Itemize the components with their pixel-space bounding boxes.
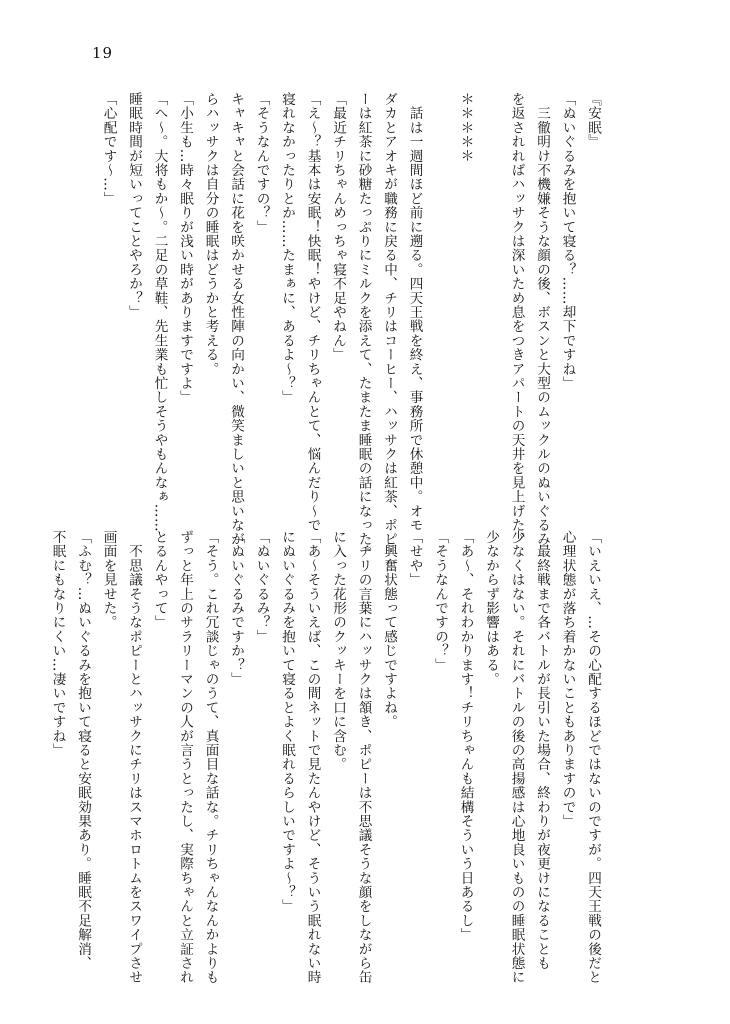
top-column-line: 寝れなかったりとか……たまぁに、あるよ〜？」 [279, 92, 295, 405]
top-column-line: ダカとアオキが職務に戻る中、チリはコーヒー、ハッサクは紅茶、ポピ [381, 92, 397, 547]
bottom-column-line: 最終戦まで各バトルが長引いた場合、終わりが夜更けになることも [534, 530, 550, 971]
bottom-column-line: 心理状態が落ち着かないこともありますので」 [559, 530, 576, 829]
top-column-line: ーは紅茶に砂糖たっぷりにミルクを添えて、たまたま睡眠の話になった。 [355, 92, 372, 561]
bottom-column-line: 不眠にもなりにくい…凄いですね」 [49, 530, 66, 758]
top-column-line: 『安眠』 [585, 92, 601, 149]
top-column-line: 「そうなんですの？」 [253, 92, 270, 234]
bottom-text-block [44, 530, 605, 985]
top-column-line [478, 92, 504, 512]
top-column-line: 「最近チリちゃんめっちゃ寝不足やねん」 [330, 92, 346, 362]
bottom-column-line: 「ぬいぐるみですか？」 [228, 530, 244, 687]
top-column-line: 睡眠時間が短いってことやろか？」 [126, 92, 142, 320]
top-column-line: キャキャと会話に花を咲かせる女性陣の向かい、微笑ましいと思いなが [228, 92, 244, 547]
top-column-line: らハッサクは自分の睡眠はどうかと考える。 [202, 92, 219, 376]
top-column-line: 「え〜？基本は安眠！快眠！やけど、チリちゃんとて、悩んだり〜で [304, 92, 321, 533]
bottom-column-line: 少なくはない。それにバトルの後の高揚感は心地良いものの睡眠状態に [508, 530, 525, 985]
bottom-column-line: 「あ〜そういえば、この間ネットで見たんやけど、そういう眠れない時 [304, 530, 321, 985]
bottom-column-line: 「そう。これ冗談じゃのうて、真面目な話な。チリちゃんなんかよりも [202, 530, 219, 985]
bottom-column-line: ずっと年上のサラリーマンの人が言うとったし、実際ちゃんと立証され [177, 530, 193, 985]
bottom-column-line: 「あ〜、それわかります！チリちゃんも結構そういう日あるし」 [457, 530, 474, 942]
top-column-line: 「へ〜。大将もか〜。二足の草鞋、先生業も忙しそうやもんなぁ…… [151, 92, 168, 533]
bottom-column-line: とるんやって」 [151, 530, 168, 630]
bottom-column-line: 「ぬいぐるみ？」 [253, 530, 270, 644]
bottom-column-line: 不思議そうなポピーとハッサクにチリはスマホロトムをスワイプさせ [126, 530, 142, 985]
page-number: 19 [92, 44, 114, 62]
bottom-column-line: 少なからず影響はある。 [483, 530, 499, 687]
bottom-column-line: 画面を見せた。 [100, 530, 117, 630]
top-column-line: 話は一週間ほど前に遡る。四天王戦を終え、事務所で休憩中。オモ [406, 92, 423, 533]
top-column-line: ＊＊＊＊＊ [457, 92, 474, 163]
bottom-column-line: にぬいぐるみを抱いて寝るとよく眠れるらしいですよ〜？」 [279, 530, 295, 914]
top-column-line: を返されればハッサクは深いため息をつきアパートの天井を見上げた。 [508, 92, 525, 547]
bottom-column-line: 「ふむ？…ぬいぐるみを抱いて寝ると安眠効果あり。睡眠不足解消、 [75, 530, 91, 971]
top-column-line [427, 92, 453, 512]
top-column-line: 「心配です〜…」 [100, 92, 117, 206]
bottom-column-line: に入った花形のクッキーを口に含む。 [330, 530, 346, 772]
bottom-column-line: 「いえいえ、…その心配するほどではないのですが。四天王戦の後だと [585, 530, 601, 985]
top-column-line: 三徹明け不機嫌そうな顔の後、ボスンと大型のムックルのぬいぐるみ [534, 92, 550, 547]
bottom-column-line: チリの言葉にハッサクは頷き、ポピーは不思議そうな顔をしながら缶 [355, 530, 372, 985]
bottom-column-line: 「せや」 [406, 530, 423, 587]
top-column-line: 「小生も…時々眠りが浅い時がありますですよ」 [177, 92, 193, 405]
top-column-line: 「ぬいぐるみを抱いて寝る？……却下ですね」 [559, 92, 576, 391]
bottom-column-line: 興奮状態って感じですよね。 [381, 530, 397, 729]
bottom-column-line: 「そうなんですの？」 [432, 530, 448, 672]
